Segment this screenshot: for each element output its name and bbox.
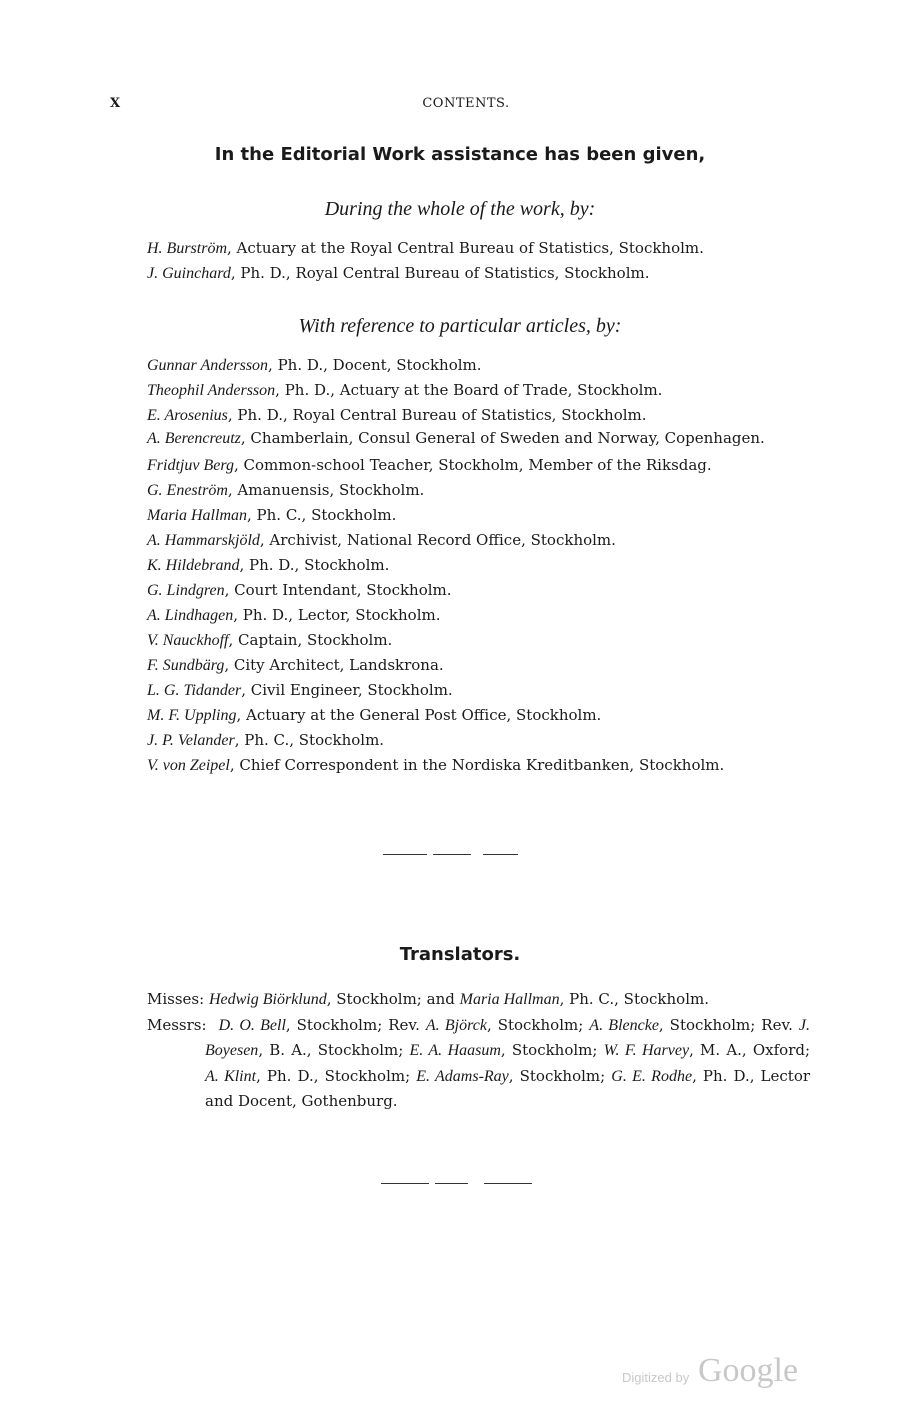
contributor-details: , Court Intendant, Stockholm. — [224, 581, 452, 599]
contributor-details: , Chief Correspondent in the Nordiska Kreditbanken, Stockholm. — [229, 756, 725, 774]
digitized-by-google-watermark — [620, 1352, 810, 1392]
contributor-name: Fridtjuv Berg — [147, 457, 234, 474]
contributor-name: A. Hammarskjöld — [147, 532, 260, 549]
running-header — [110, 96, 810, 116]
contributor-details: , City Architect, Landskrona. — [224, 656, 444, 674]
misses-label: Misses: — [147, 990, 205, 1008]
translators-messrs — [147, 1013, 810, 1115]
contributor-details: , Civil Engineer, Stockholm. — [241, 681, 453, 699]
contributor-details: , Ph. C., Stockholm. — [234, 731, 385, 749]
contributor-name: G. Eneström — [147, 482, 228, 499]
translator-details: , Ph. C., Stockholm. — [559, 990, 709, 1008]
contributor-entry — [147, 503, 810, 528]
messrs-label: Messrs: — [147, 1015, 207, 1034]
contributor-details: , Ph. D., Stockholm. — [239, 556, 390, 574]
translator-name: A. Björck — [425, 1016, 487, 1034]
particular-articles-heading: With reference to particular articles, by: — [298, 315, 622, 337]
contributor-details: , Actuary at the Royal Central Bureau of Statistics, Stockholm. — [227, 239, 704, 257]
contributor-entry — [147, 528, 810, 553]
contributor-details: , Ph. D., Lector, Stockholm. — [233, 606, 441, 624]
contributor-name: H. Burström — [147, 240, 228, 257]
contributor-details: , Ph. D., Royal Central Bureau of Statistics, Stockholm. — [230, 264, 650, 282]
contributor-entry — [147, 603, 810, 628]
contributor-entry — [147, 261, 810, 286]
contributor-name: A. Lindhagen — [147, 607, 234, 624]
translator-details: , Stockholm; — [500, 1041, 604, 1059]
contributor-details: , Captain, Stockholm. — [228, 631, 393, 649]
translator-name: A. Klint — [205, 1067, 257, 1085]
contributor-name: F. Sundbärg — [147, 657, 225, 674]
running-title: CONTENTS. — [422, 96, 510, 111]
translator-name: D. O. Bell — [218, 1016, 286, 1034]
translator-name: W. F. Harvey — [603, 1042, 690, 1059]
google-logo: Google — [698, 1352, 799, 1389]
contributor-entry — [147, 378, 810, 403]
contributor-name: J. P. Velander — [147, 732, 235, 749]
contributor-details: , Common-school Teacher, Stockholm, Member of the Riksdag. — [233, 456, 712, 474]
translators-misses — [147, 987, 810, 1013]
translator-name: J. Boyesen — [205, 1016, 811, 1059]
contributor-details: , Amanuensis, Stockholm. — [227, 481, 425, 499]
contributor-entry — [147, 478, 810, 503]
translator-name: Hedwig Biörklund — [208, 991, 327, 1008]
contributor-entry — [147, 353, 810, 378]
contributor-name: Gunnar Andersson — [147, 357, 269, 374]
translators-list — [147, 987, 810, 1115]
contributor-name: V. von Zeipel — [147, 757, 230, 774]
contributor-entry — [147, 728, 810, 753]
translator-details: , M. A., Oxford; — [689, 1041, 811, 1059]
contributor-details: , Actuary at the General Post Office, Stockholm. — [236, 706, 602, 724]
translators-heading: Translators. — [399, 944, 521, 965]
contributor-details: , Ph. D., Royal Central Bureau of Statistics, Stockholm. — [227, 406, 647, 424]
contributor-entry — [147, 553, 810, 578]
contributor-name: L. G. Tidander — [147, 682, 242, 699]
page-number: X — [110, 96, 121, 111]
contributor-details: , Ph. C., Stockholm. — [247, 506, 397, 524]
contributor-entry — [147, 236, 810, 261]
translator-name: G. E. Rodhe — [611, 1067, 693, 1085]
translator-name: Maria Hallman — [459, 991, 560, 1008]
contributor-details: , Ph. D., Actuary at the Board of Trade, Stockholm. — [275, 381, 663, 399]
contributor-entry — [147, 753, 810, 778]
translator-details: , Stockholm; Rev. — [658, 1015, 799, 1034]
contributor-details: , Chamberlain, Consul General of Sweden and Norway, Copenhagen. — [240, 429, 765, 447]
contributor-name: Theophil Andersson — [147, 382, 276, 399]
contributor-name: J. Guinchard — [147, 265, 231, 282]
translator-name: E. A. Haasum — [409, 1042, 501, 1059]
contributor-details: , Ph. D., Docent, Stockholm. — [268, 356, 482, 374]
translator-details: , Stockholm; Rev. — [285, 1015, 426, 1034]
contributor-name: V. Nauckhoff — [147, 632, 229, 649]
contributor-entry — [147, 428, 810, 449]
translator-details: , Stockholm; — [486, 1015, 590, 1034]
contributor-entry — [147, 703, 810, 728]
contributor-name: G. Lindgren — [147, 582, 225, 599]
editorial-heading: In the Editorial Work assistance has been given, — [214, 144, 706, 165]
contributor-name: K. Hildebrand — [147, 557, 240, 574]
translator-name: A. Blencke — [589, 1016, 659, 1034]
contributor-entry — [147, 578, 810, 603]
translator-details: , Stockholm; — [508, 1066, 612, 1085]
contributor-name: Maria Hallman — [147, 507, 247, 524]
contributor-entry — [147, 678, 810, 703]
particular-articles-list — [147, 353, 810, 778]
contributor-entry — [147, 403, 810, 428]
whole-work-heading: During the whole of the work, by: — [324, 198, 596, 220]
translator-details: , B. A., Stockholm; — [258, 1041, 410, 1059]
contributor-entry — [147, 653, 810, 678]
contributor-entry — [147, 628, 810, 653]
translator-details: , Stockholm; and — [326, 990, 460, 1008]
contributor-details: , Archivist, National Record Office, Stockholm. — [259, 531, 616, 549]
contributor-name: E. Arosenius — [147, 407, 228, 424]
contributor-name: A. Berencreutz — [147, 430, 241, 447]
contributor-entry — [147, 453, 810, 478]
watermark-prefix: Digitized by — [622, 1370, 690, 1385]
contributor-name: M. F. Uppling — [147, 707, 237, 724]
whole-work-list — [147, 236, 810, 286]
translator-details: , Ph. D., Lector and Docent, Gothenburg. — [205, 1066, 811, 1110]
translator-name: E. Adams-Ray — [416, 1067, 509, 1085]
translator-details: , Ph. D., Stockholm; — [256, 1066, 417, 1085]
